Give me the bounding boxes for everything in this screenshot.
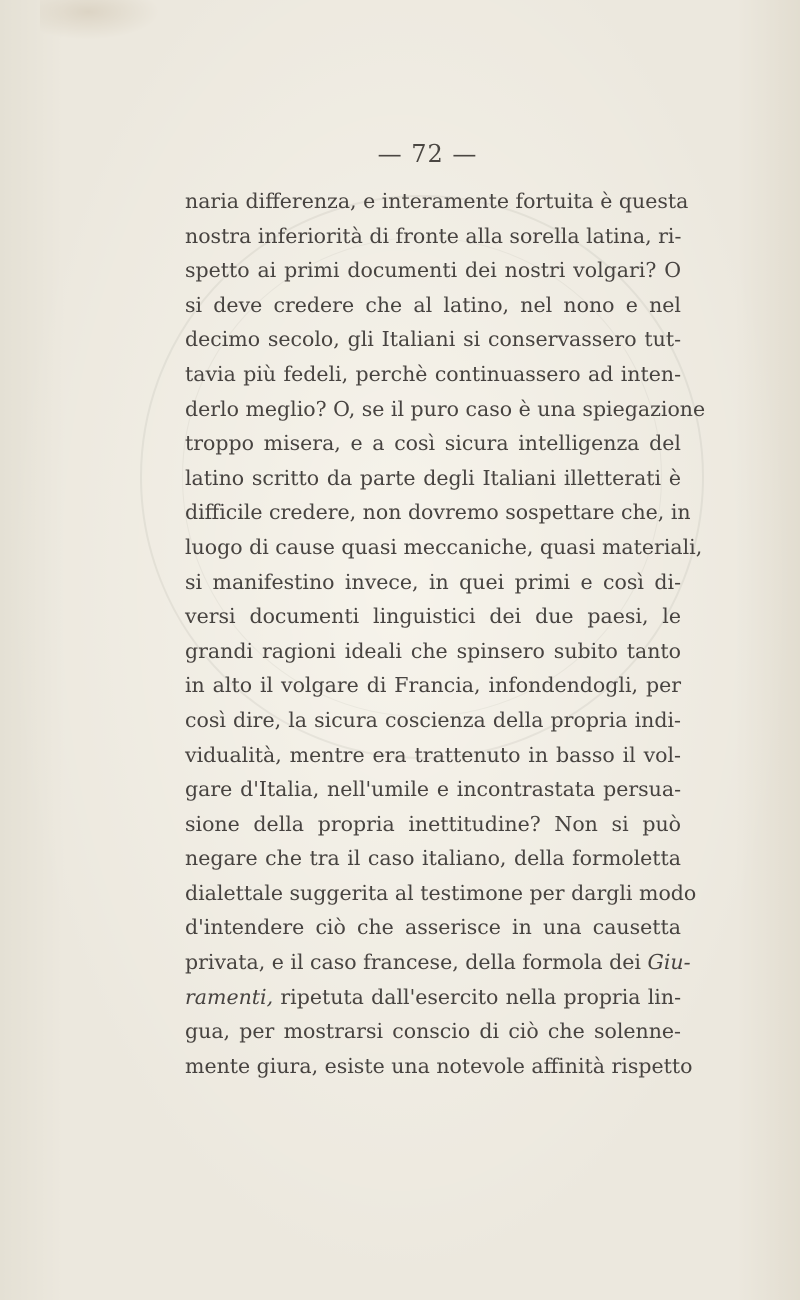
body-text — [185, 184, 706, 1083]
text-line-7: derlo meglio? O, se il puro caso è una spiegazione — [185, 396, 706, 421]
text-line-2: nostra inferiorità di fronte alla sorella latina, ri- — [185, 223, 682, 248]
text-line-15: in alto il volgare di Francia, infondendogli, per — [185, 673, 681, 698]
text-line-10: difficile credere, non dovremo sospettare che, in — [185, 500, 691, 525]
text-line-1: naria differenza, e interamente fortuita è questa — [185, 189, 689, 213]
text-line-3: spetto ai primi documenti dei nostri volgari? O — [185, 258, 681, 283]
text-line-25: gua, per mostrarsi conscio di ciò che solenne- — [185, 1019, 681, 1044]
text-line-17: vidualità, mentre era trattenuto in basso il vol- — [185, 742, 681, 767]
text-line-12: si manifestino invece, in quei primi e così di- — [185, 569, 681, 594]
text-line-18: gare d'Italia, nell'umile e incontrastata persua- — [185, 777, 681, 802]
text-line-6: tavia più fedeli, perchè continuassero ad inten- — [185, 361, 681, 386]
text-line-24-main: ripetuta dall'esercito nella propria lin- — [280, 984, 681, 1009]
text-line-20: negare che tra il caso italiano, della formoletta — [185, 846, 681, 871]
text-line-21: dialettale suggerita al testimone per dargli modo — [185, 880, 697, 905]
text-line-5: decimo secolo, gli Italiani si conservassero tut- — [185, 327, 681, 352]
text-line-13: versi documenti linguistici dei due paesi, le — [185, 604, 681, 629]
paper-stain — [40, 0, 160, 40]
page-number: — 72 — — [377, 140, 478, 168]
text-line-16: così dire, la sicura coscienza della propria indi- — [185, 707, 681, 732]
text-line-9: latino scritto da parte degli Italiani illetterati è — [185, 465, 681, 490]
text-line-19: sione della propria inettitudine? Non si può — [185, 811, 681, 836]
text-line-23-main: privata, e il caso francese, della formola dei — [185, 950, 641, 975]
text-line-11: luogo di cause quasi meccaniche, quasi materiali, — [185, 534, 703, 559]
text-line-24 — [185, 980, 681, 1015]
text-line-8: troppo misera, e a così sicura intelligenza del — [185, 431, 681, 456]
text-line-22: d'intendere ciò che asserisce in una causetta — [185, 915, 681, 940]
text-line-23 — [185, 945, 691, 980]
text-line-26: mente giura, esiste una notevole affinità rispetto — [185, 1053, 693, 1078]
text-line-4: si deve credere che al latino, nel nono e nel — [185, 292, 681, 317]
italic-word-giu: Giu- — [647, 950, 691, 975]
text-line-14: grandi ragioni ideali che spinsero subito tanto — [185, 638, 681, 663]
italic-word-ramenti: ramenti, — [185, 984, 274, 1009]
